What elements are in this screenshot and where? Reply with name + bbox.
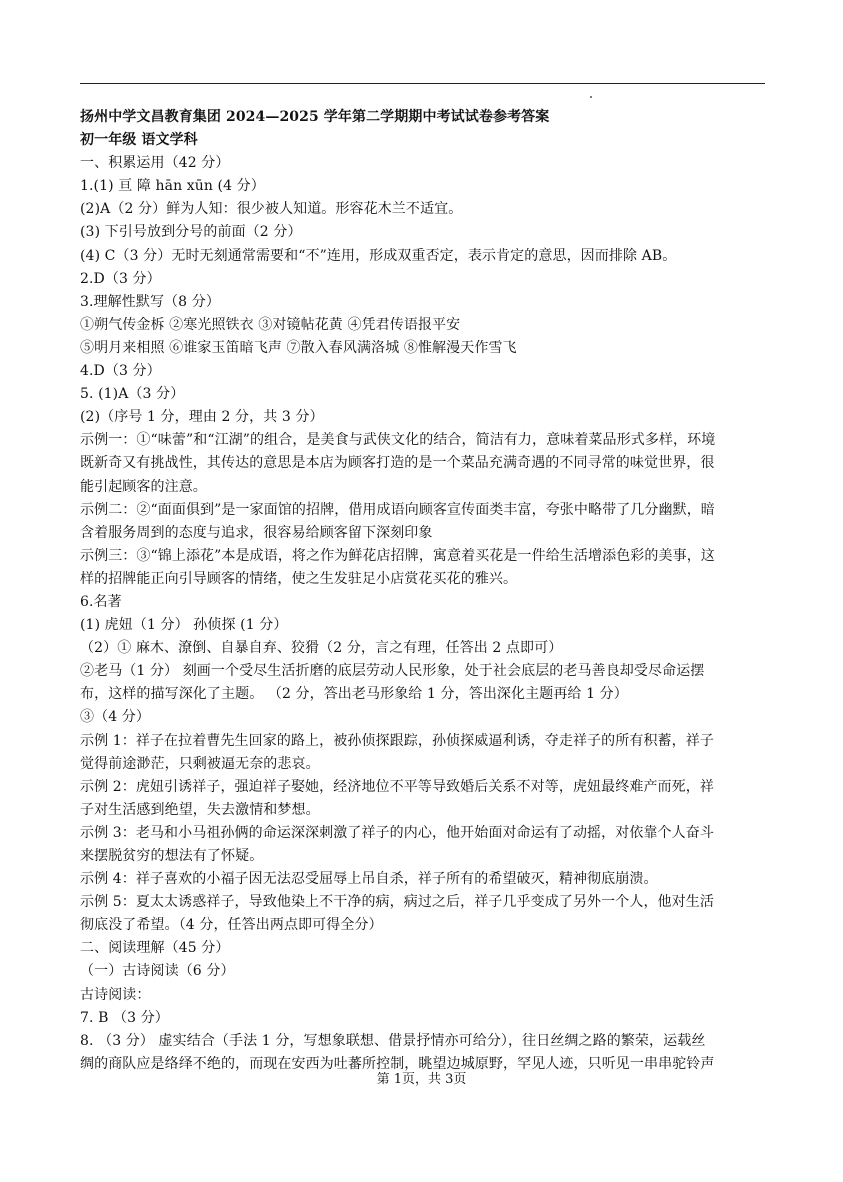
answer-line: 示例三：③“锦上添花”本是成语，将之作为鲜花店招牌，寓意着买花是一件给生活增添色彩的美事，这: [80, 547, 715, 564]
section-heading: 二、阅读理解（45 分）: [80, 940, 230, 957]
answer-line: 示例一：①“味蕾”和“江湖”的组合，是美食与武侠文化的结合，简洁有力，意味着菜品形式多样，环境: [80, 432, 716, 449]
page-footer: 第 1页，共 3页: [376, 1072, 467, 1087]
answer-line: 布，这样的描写深化了主题。 （2 分，答出老马形象给 1 分，答出深化主题再给 1 分）: [80, 686, 628, 703]
answer-line: 示例 3：老马和小马祖孙俩的命运深深刺激了祥子的内心，他开始面对命运有了动摇，对依靠个人奋斗: [80, 824, 714, 841]
answer-line: 彻底没了希望。（4 分，任答出两点即可得全分）: [80, 917, 383, 934]
answer-line: (2)A（2 分）鲜为人知：很少被人知道。形容花木兰不适宜。: [80, 201, 463, 218]
answer-line: 示例 4：祥子喜欢的小福子因无法忍受屈辱上吊自杀，祥子所有的希望破灭，精神彻底崩溃。: [80, 871, 658, 888]
header-rule: [80, 83, 765, 84]
answer-line: 3.理解性默写（8 分）: [80, 293, 220, 310]
answer-line: ②老马（1 分） 刻画一个受尽生活折磨的底层劳动人民形象，处于社会底层的老马善良却受尽命运摆: [80, 663, 705, 680]
answer-line: 觉得前途渺茫，只剩被逼无奈的悲哀。: [80, 755, 320, 772]
answer-line: 来摆脱贫穷的想法有了怀疑。: [80, 848, 264, 864]
answer-line: （2）① 麻木、潦倒、自暴自弃、狡猾（2 分，言之有理，任答出 2 点即可）: [80, 640, 563, 657]
answer-line: 能引起顾客的注意。: [80, 478, 207, 495]
answer-line: 绸的商队应是络绎不绝的，而现在安西为吐蕃所控制，眺望边城原野，罕见人迹，只听见一串串驼铃声: [80, 1055, 715, 1072]
answer-line: 8. （3 分） 虚实结合（手法 1 分，写想象联想、借景抒情亦可给分），往日丝绸之路的繁荣，运载丝: [80, 1032, 706, 1049]
answer-line: 4.D（3 分）: [80, 363, 161, 380]
answer-line: (1) 虎妞（1 分） 孙侦探 (1 分）: [80, 617, 288, 634]
answer-line: (4) C（3 分）无时无刻通常需要和“不”连用，形成双重否定，表示肯定的意思，因而排除 AB。: [80, 247, 677, 264]
answer-line: 示例 5：夏太太诱惑祥子，导致他染上不干净的病，病过之后，祥子几乎变成了另外一个人，他对生活: [80, 894, 714, 911]
answer-line: 样的招牌能正向引导顾客的情绪，使之生发驻足小店赏花买花的雅兴。: [80, 570, 518, 587]
answer-line: 7. B （3 分）: [80, 1009, 169, 1026]
answer-line: ⑤明月来相照 ⑥谁家玉笛暗飞声 ⑦散入春风满洛城 ⑧惟解漫天作雪飞: [80, 339, 517, 356]
answer-line: ①朔气传金柝 ②寒光照铁衣 ③对镜帖花黄 ④凭君传语报平安: [80, 316, 461, 333]
answer-line: 6.名著: [80, 593, 122, 610]
answer-line: (3) 下引号放到分号的前面（2 分）: [80, 224, 302, 241]
answer-content: [80, 106, 766, 1076]
answer-line: 示例 1：祥子在拉着曹先生回家的路上，被孙侦探跟踪，孙侦探威逼利诱，夺走祥子的所有积蓄，祥子: [80, 732, 714, 749]
answer-line: 5. (1)A（3 分）: [80, 386, 185, 403]
answer-line: 1.(1) 亘 障 hān xūn (4 分）: [80, 178, 265, 195]
document-title: 扬州中学文昌教育集团 2024—2025 学年第二学期期中考试试卷参考答案: [80, 109, 550, 125]
scan-speck: [590, 96, 592, 98]
answer-line: （一）古诗阅读（6 分）: [80, 963, 235, 980]
answer-line: (2)（序号 1 分，理由 2 分，共 3 分）: [80, 409, 324, 426]
grade-subject: 初一年级 语文学科: [80, 132, 198, 149]
answer-line: 古诗阅读：: [80, 986, 151, 1003]
answer-line: 示例 2：虎妞引诱祥子，强迫祥子娶她，经济地位不平等导致婚后关系不对等，虎妞最终难产而死，祥: [80, 778, 714, 795]
answer-line: 子对生活感到绝望，失去激情和梦想。: [80, 801, 320, 818]
answer-line: 既新奇又有挑战性，其传达的意思是本店为顾客打造的是一个菜品充满奇遇的不同寻常的味觉世界，很: [80, 455, 715, 472]
section-heading: 一、积累运用（42 分）: [80, 155, 230, 172]
answer-line: 示例二：②“面面俱到”是一家面馆的招牌，借用成语向顾客宣传面类丰富，夸张中略带了几分幽默，暗: [80, 501, 715, 518]
answer-line: 含着服务周到的态度与追求，很容易给顾客留下深刻印象: [80, 524, 433, 541]
answer-line: 2.D（3 分）: [80, 270, 161, 287]
answer-line: ③（4 分）: [80, 709, 150, 726]
